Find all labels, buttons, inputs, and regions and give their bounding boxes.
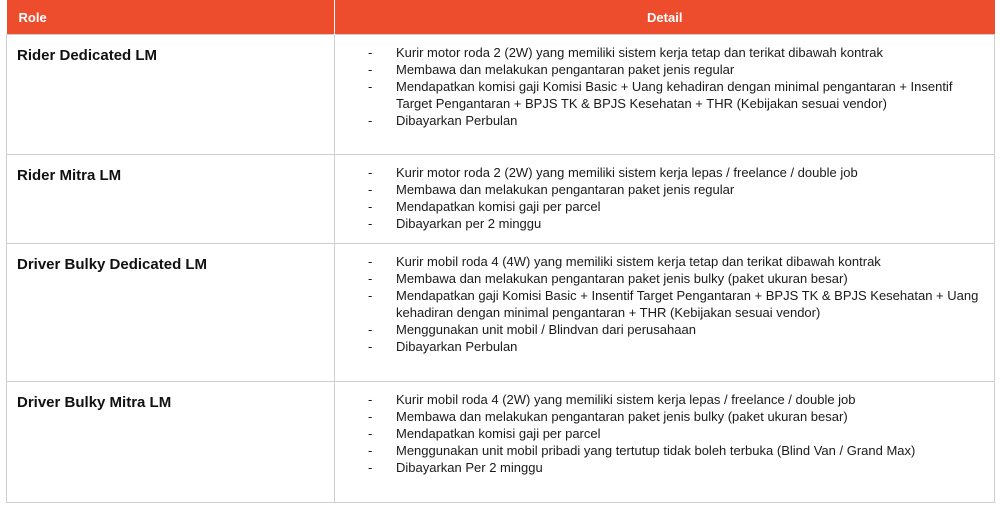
detail-item: - Menggunakan unit mobil pribadi yang tertutup tidak boleh terbuka (Blind Van / Grand Max) [335, 442, 988, 459]
detail-item: - Mendapatkan gaji Komisi Basic + Insentif Target Pengantaran + BPJS TK & BPJS Kesehatan + Uang kehadiran dengan minimal pengantaran + THR (Kebijakan sesuai vendor) [335, 287, 988, 321]
detail-item: - Kurir motor roda 2 (2W) yang memiliki sistem kerja tetap dan terikat dibawah kontrak [335, 44, 988, 61]
detail-cell [335, 382, 995, 503]
table-row [7, 244, 995, 382]
table-row [7, 155, 995, 244]
header-row [7, 0, 995, 35]
table-header [7, 0, 995, 35]
detail-item: - Mendapatkan komisi gaji per parcel [335, 198, 988, 215]
table-row [7, 382, 995, 503]
detail-item: - Membawa dan melakukan pengantaran paket jenis bulky (paket ukuran besar) [335, 408, 988, 425]
detail-cell [335, 244, 995, 382]
detail-item: - Kurir mobil roda 4 (4W) yang memiliki sistem kerja tetap dan terikat dibawah kontrak [335, 253, 988, 270]
detail-list [335, 391, 988, 476]
role-cell: Driver Bulky Mitra LM [7, 382, 335, 503]
detail-item: - Membawa dan melakukan pengantaran paket jenis regular [335, 181, 988, 198]
detail-item: - Dibayarkan Perbulan [335, 112, 988, 129]
detail-list [335, 253, 988, 355]
role-cell: Driver Bulky Dedicated LM [7, 244, 335, 382]
detail-item: - Dibayarkan per 2 minggu [335, 215, 988, 232]
detail-item: - Kurir motor roda 2 (2W) yang memiliki sistem kerja lepas / freelance / double job [335, 164, 988, 181]
table-row [7, 35, 995, 155]
roles-table [6, 0, 995, 503]
detail-cell [335, 155, 995, 244]
header-detail: Detail [335, 0, 995, 35]
header-role: Role [7, 0, 335, 35]
detail-item: - Dibayarkan Per 2 minggu [335, 459, 988, 476]
detail-item: - Dibayarkan Perbulan [335, 338, 988, 355]
detail-cell [335, 35, 995, 155]
detail-item: - Kurir mobil roda 4 (2W) yang memiliki sistem kerja lepas / freelance / double job [335, 391, 988, 408]
detail-item: - Membawa dan melakukan pengantaran paket jenis regular [335, 61, 988, 78]
detail-item: - Mendapatkan komisi gaji Komisi Basic + Uang kehadiran dengan minimal pengantaran + Insentif Target Pengantaran + BPJS TK & BPJS Kesehatan + THR (Kebijakan sesuai vendor) [335, 78, 988, 112]
detail-item: - Menggunakan unit mobil / Blindvan dari perusahaan [335, 321, 988, 338]
detail-item: - Membawa dan melakukan pengantaran paket jenis bulky (paket ukuran besar) [335, 270, 988, 287]
role-cell: Rider Dedicated LM [7, 35, 335, 155]
detail-list [335, 164, 988, 232]
detail-item: - Mendapatkan komisi gaji per parcel [335, 425, 988, 442]
role-cell: Rider Mitra LM [7, 155, 335, 244]
detail-list [335, 44, 988, 129]
table-body [7, 35, 995, 503]
